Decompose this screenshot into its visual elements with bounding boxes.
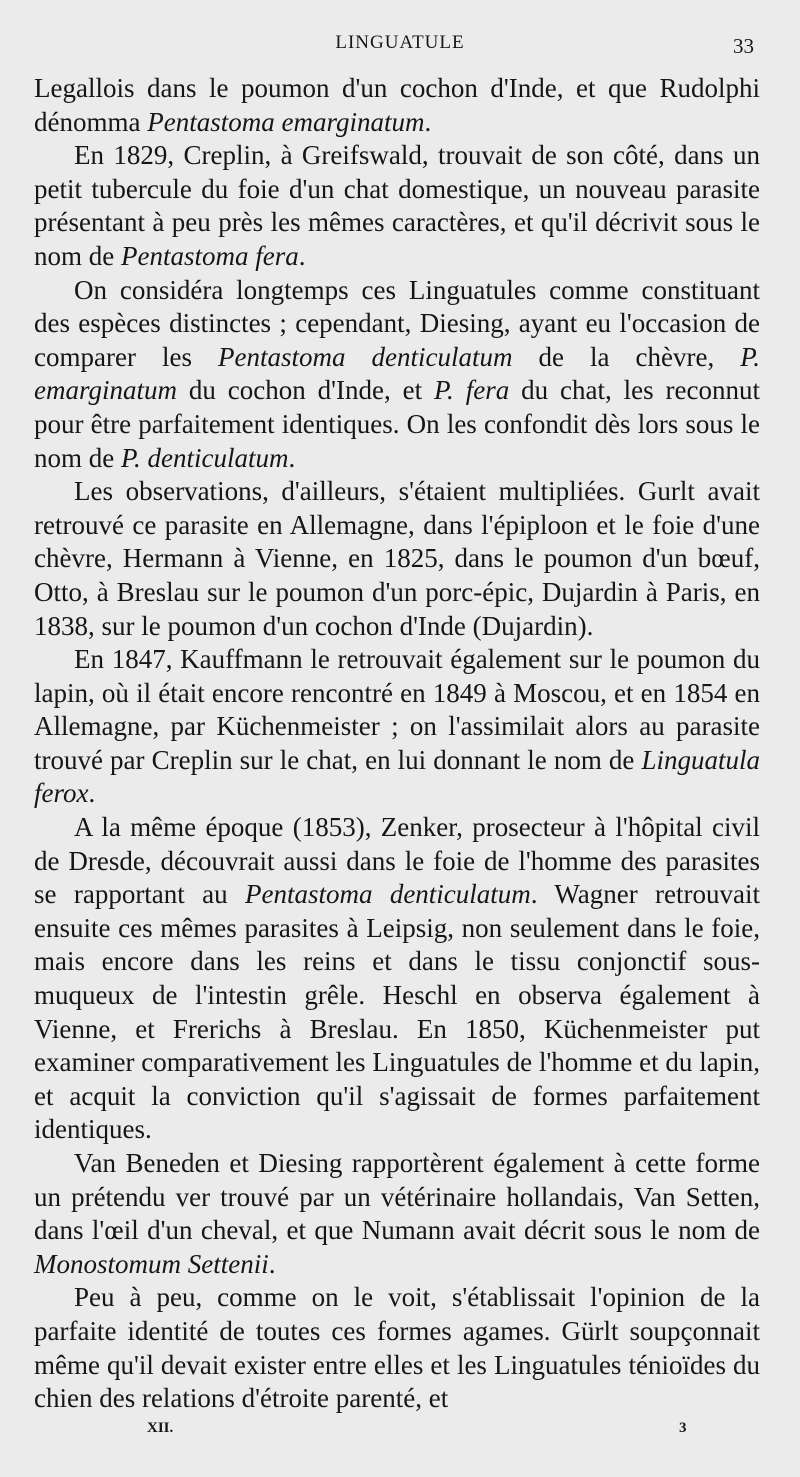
text-run: En 1829, Creplin, à Greifswald, trouvait de son côté, dans un petit tubercule du foie d'un chat domestique, un nouveau parasite présentant à peu près les mêmes caractères, et qu'il décrivit sous le nom de [34,140,760,271]
text-run: Les observations, d'ailleurs, s'étaient multipliées. Gurlt avait retrouvé ce parasite en Allemagne, dans l'épiploon et le foie d'une chèvre, Hermann à Vienne, en 1825, dans le poumon d'un bœuf, Otto, à Breslau sur le poumon d'un porc-épic, Dujardin à Paris, en 1838, sur le poumon d'un cochon d'Inde (Dujardin). [34,476,760,641]
text-run: On considéra longtemps ces Linguatules comme constituant des espèces distinctes ; cependant, Diesing, ayant eu l'occasion de comparer les [34,274,760,372]
italic-term: Pentastoma denticulatum [217,341,513,372]
text-run: A la même époque (1853), Zenker, prosecteur à l'hôpital civil de Dresde, découvrait aussi dans le foie de l'homme des parasites se rapportant au [34,812,760,910]
text-run: . [298,240,306,271]
text-run: du cochon d'Inde, et [177,375,435,406]
paragraph [34,274,760,476]
text-run: Legallois dans le poumon d'un cochon d'Inde, et que Rudolphi dénomma [34,73,760,137]
signature-mark: XII. [147,1420,174,1436]
text-run: . [88,778,96,809]
text-run: . [288,442,296,473]
running-head [0,30,800,66]
paragraph [34,139,760,273]
running-title: LINGUATULE [335,32,465,53]
text-run: . Wagner retrouvait ensuite ces mêmes parasites à Leipsig, non seulement dans le foie, mais encore dans les reins et dans le tissu conjonctif sous-muqueux de l'intestin grêle. Heschl en observa également à Vienne, et Frerichs à Breslau. En 1850, Küchenmeister put examiner comparativement les Linguatules de l'homme et du lapin, et acquit la conviction qu'il s'agissait de formes parfaitement identiques. [34,879,760,1145]
italic-term: Linguatula ferox [34,744,760,809]
paragraph [34,72,760,139]
italic-term: Pentastoma denticulatum [244,879,531,910]
text-run: du chat, les reconnut pour être parfaitement identiques. On les confondit dès lors sous le nom de [34,375,760,473]
italic-term: Pentastoma emarginatum [147,106,425,137]
page-number: 33 [733,34,754,58]
italic-term: P. fera [434,375,510,406]
text-run: Peu à peu, comme on le voit, s'établissait l'opinion de la parfaite identité de toutes ces formes agames. Gürlt soupçonnait même qu'il devait exister entre elles et les Linguatules ténioïdes du chien des relations d'étroite parenté, et [34,1282,760,1414]
text-run: de la chèvre, [512,341,741,372]
text-run: . [424,106,432,137]
text-run: Van Beneden et Diesing rapportèrent également à cette forme un prétendu ver trouvé par un vétérinaire hollandais, Van Setten, dans l'œil d'un cheval, et que Numann avait décrit sous le nom de [34,1148,760,1246]
text-run: En 1847, Kauffmann le retrouvait également sur le poumon du lapin, où il était encore rencontré en 1849 à Moscou, et en 1854 en Allemagne, par Küchenmeister ; on l'assimilait alors au parasite trouvé par Creplin sur le chat, en lui donnant le nom de [34,644,760,775]
page-footer [0,1420,800,1444]
paragraph [34,643,760,811]
paragraph [34,1281,760,1415]
paragraph [34,475,760,643]
text-run: . [268,1248,276,1279]
italic-term: P. emarginatum [34,341,760,406]
paragraph [34,1147,760,1281]
italic-term: P. denticulatum [121,442,289,473]
sheet-number: 3 [679,1420,687,1436]
paragraph [34,811,760,1147]
body-text [34,72,760,1416]
italic-term: Pentastoma fera [121,240,299,271]
italic-term: Monostomum Settenii [34,1248,269,1279]
